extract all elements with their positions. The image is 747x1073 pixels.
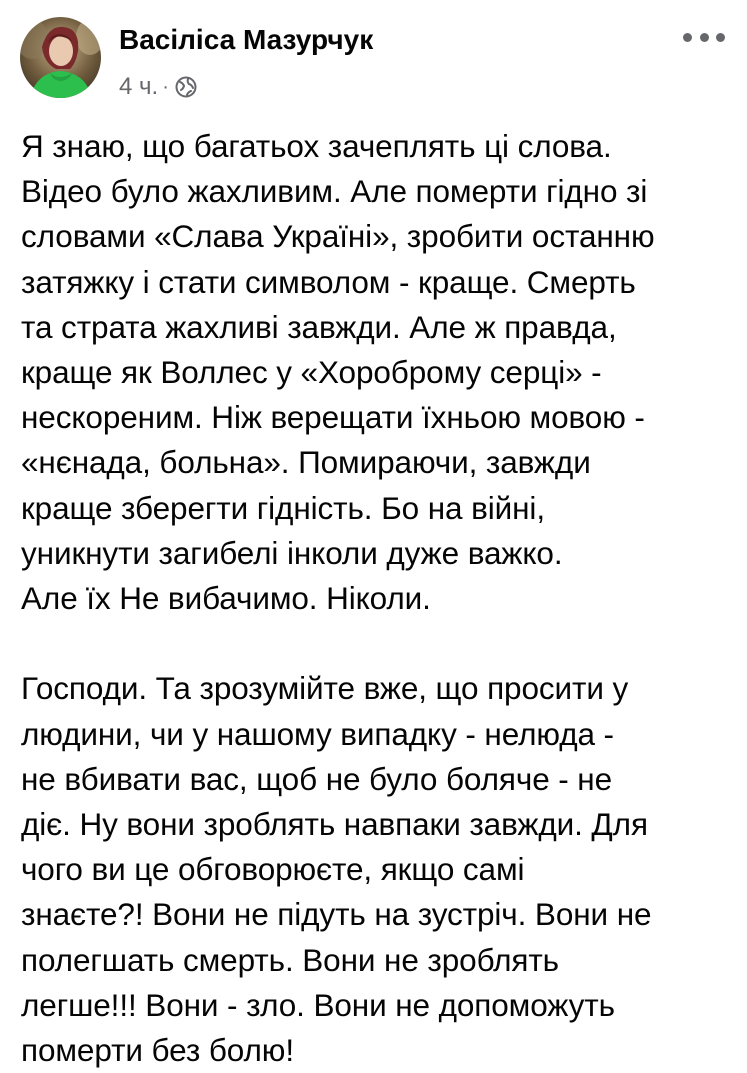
text-line: словами «Слава Україні», зробити останню — [21, 218, 655, 255]
text-line: Я знаю, що багатьох зачеплять ці слова. — [21, 128, 612, 164]
text-line: Відео було жахливим. Але померти гідно зі — [21, 173, 648, 210]
post-paragraph — [21, 124, 733, 621]
paragraph-gap — [21, 621, 733, 666]
avatar[interactable] — [20, 17, 101, 98]
text-line: діє. Ну вони зроблять навпаки завжди. Для — [21, 806, 648, 843]
post-meta — [119, 73, 197, 101]
more-options-icon[interactable] — [683, 26, 725, 48]
text-line: полегшать смерть. Вони не зроблять — [21, 941, 559, 978]
text-line: «нєнада, больна». Помираючи, завжди — [21, 444, 591, 481]
text-line: легше!!! Вони - зло. Вони не допоможуть — [21, 986, 615, 1023]
post-timestamp[interactable]: 4 ч. — [119, 73, 159, 100]
more-dot — [700, 33, 709, 42]
post-text — [21, 124, 733, 1073]
author-name[interactable]: Васіліса Мазурчук — [119, 24, 374, 55]
meta-separator: · — [162, 75, 169, 98]
text-line: людини, чи у нашому випадку - нелюда - — [21, 715, 614, 752]
text-line: Господи. Та зрозумійте вже, що просити у — [21, 670, 629, 707]
text-line: чого ви це обговорюєте, якщо самі — [21, 851, 525, 888]
text-line: померти без болю! — [21, 1032, 294, 1069]
text-line: затяжку і стати символом - краще. Смерть — [21, 263, 636, 300]
text-line: нескореним. Ніж верещати їхньою мовою - — [21, 399, 645, 436]
text-line: знаєте?! Вони не підуть на зустріч. Вони не — [21, 896, 652, 933]
more-dot — [716, 33, 725, 42]
text-line: краще зберегти гідність. Бо на війні, — [21, 489, 545, 526]
text-line: та страта жахливі завжди. Але ж правда, — [21, 308, 617, 345]
text-line: краще як Воллес у «Хороброму серці» - — [21, 354, 602, 391]
more-dot — [683, 33, 692, 42]
text-line: Але їх Не вибачимо. Ніколи. — [21, 580, 431, 617]
post-paragraph — [21, 666, 733, 1073]
text-line: не вбивати вас, щоб не було боляче - не — [21, 760, 613, 797]
globe-icon[interactable] — [175, 76, 197, 98]
text-line: уникнути загибелі інколи дуже важко. — [21, 534, 563, 571]
